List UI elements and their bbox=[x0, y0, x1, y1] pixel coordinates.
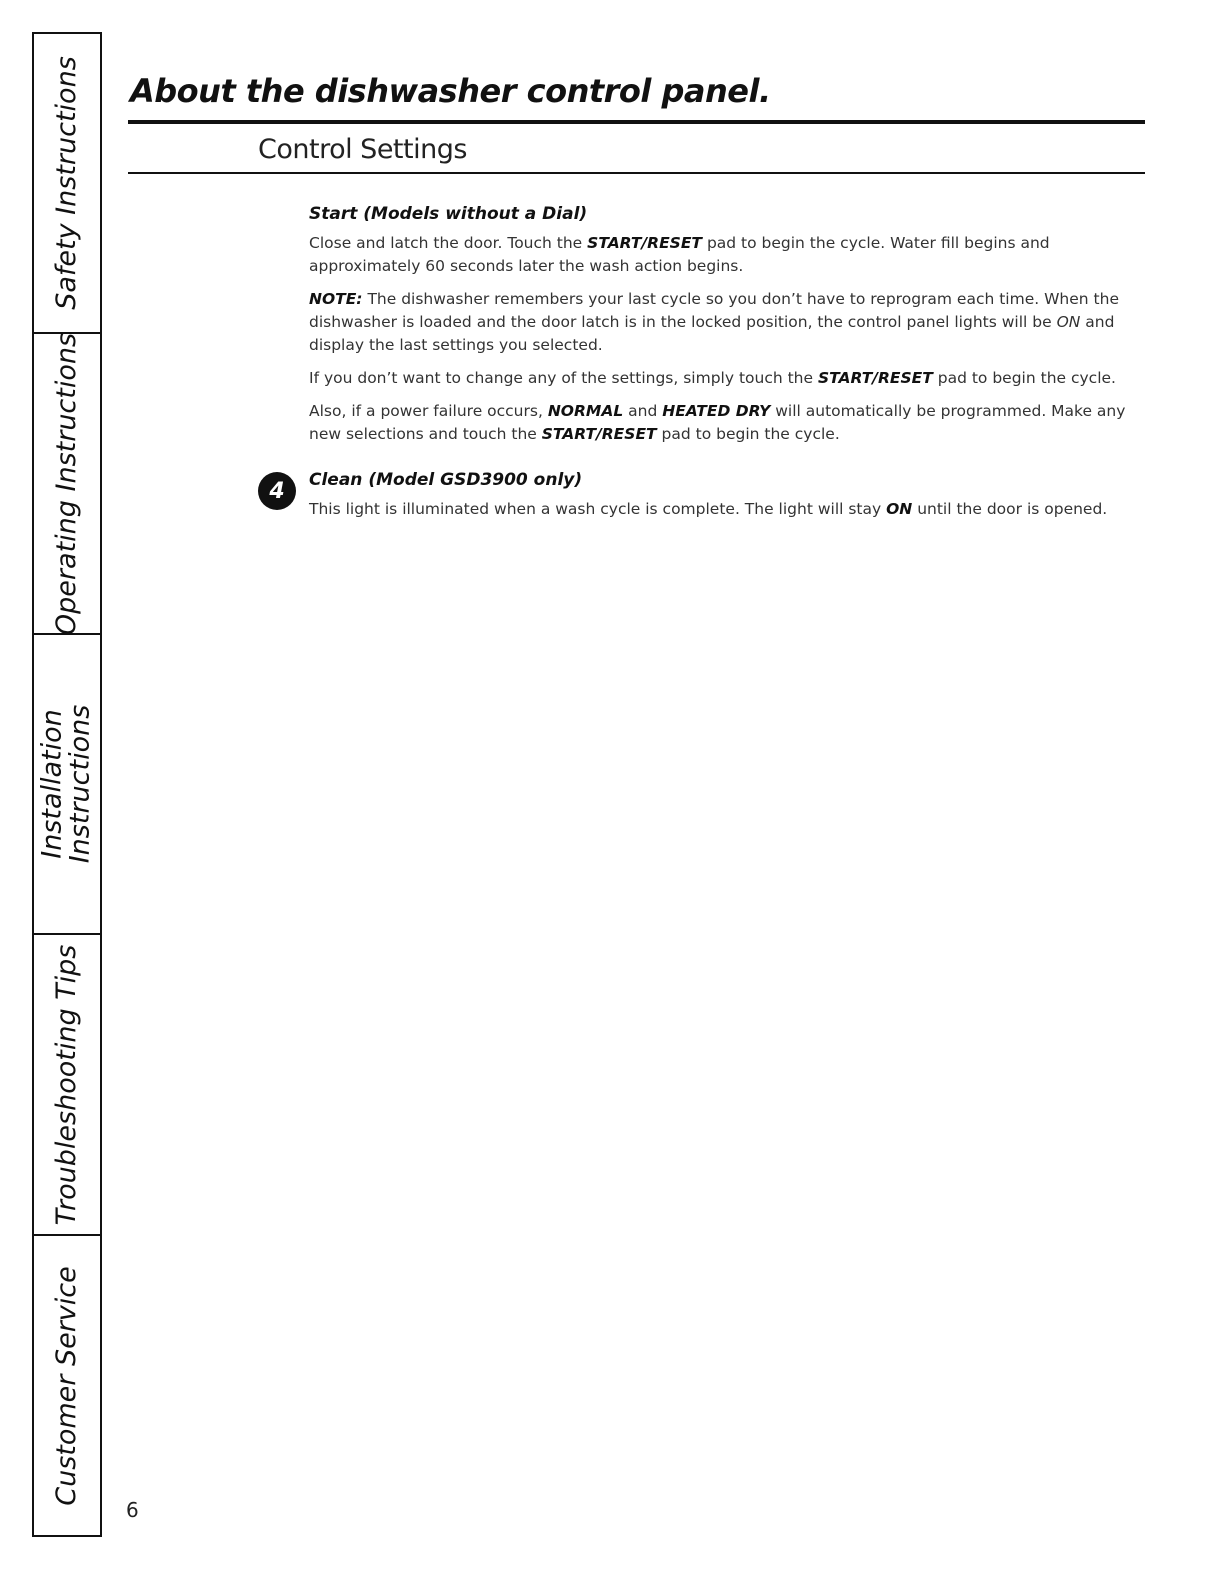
clean-heading: Clean (Model GSD3900 only) bbox=[309, 470, 583, 490]
tab-operating-instructions[interactable] bbox=[34, 334, 100, 635]
on-keyword: ON bbox=[1056, 313, 1081, 331]
section-title: Control Settings bbox=[258, 134, 467, 165]
tab-installation-instructions[interactable] bbox=[34, 635, 100, 935]
no-change-paragraph: If you don’t want to change any of the settings, simply touch the START/RESET pad to begin the cycle. bbox=[309, 369, 1116, 387]
start-heading: Start (Models without a Dial) bbox=[309, 204, 588, 224]
main-content bbox=[269, 204, 1149, 531]
tab-label-line: Safety Instructions bbox=[50, 56, 82, 310]
note-paragraph: NOTE: The dishwasher remembers your last cycle so you don’t have to reprogram each time. When the dishwasher is loaded and the door latch is in the locked position, the control panel lights will be ON and display the last settings you selected. bbox=[309, 290, 1119, 354]
clean-section bbox=[269, 470, 1149, 521]
clean-paragraph: This light is illuminated when a wash cycle is complete. The light will stay ON until the door is opened. bbox=[309, 500, 1108, 518]
start-reset-keyword: START/RESET bbox=[587, 234, 703, 252]
tab-label-line: Instructions bbox=[65, 704, 96, 864]
tab-customer-service[interactable] bbox=[34, 1236, 100, 1535]
normal-keyword: NORMAL bbox=[547, 402, 624, 420]
tab-safety-instructions[interactable] bbox=[34, 34, 100, 334]
start-reset-keyword: START/RESET bbox=[541, 425, 657, 443]
power-failure-paragraph: Also, if a power failure occurs, NORMAL and HEATED DRY will automatically be programmed. Make any new selections and touch the START/RESET pad to begin the cycle. bbox=[309, 402, 1126, 443]
on-keyword: ON bbox=[886, 500, 913, 518]
page-title: About the dishwasher control panel. bbox=[130, 72, 771, 110]
tab-label-line: Operating Instructions bbox=[50, 332, 82, 635]
tab-label-line: Troubleshooting Tips bbox=[50, 944, 82, 1225]
start-reset-keyword: START/RESET bbox=[817, 369, 933, 387]
side-tabs bbox=[32, 32, 102, 1537]
note-label: NOTE: bbox=[309, 290, 363, 308]
tab-label-line: Installation bbox=[36, 709, 68, 859]
section-divider bbox=[128, 172, 1145, 174]
title-divider bbox=[128, 120, 1145, 124]
heated-dry-keyword: HEATED DRY bbox=[662, 402, 771, 420]
start-paragraph: Close and latch the door. Touch the START/RESET pad to begin the cycle. Water fill begins and approximately 60 seconds later the wash action begins. bbox=[309, 234, 1050, 275]
step-number-badge: 4 bbox=[258, 472, 296, 510]
tab-label-line: Customer Service bbox=[50, 1265, 82, 1506]
page-number: 6 bbox=[126, 1498, 139, 1522]
tab-troubleshooting-tips[interactable] bbox=[34, 935, 100, 1236]
